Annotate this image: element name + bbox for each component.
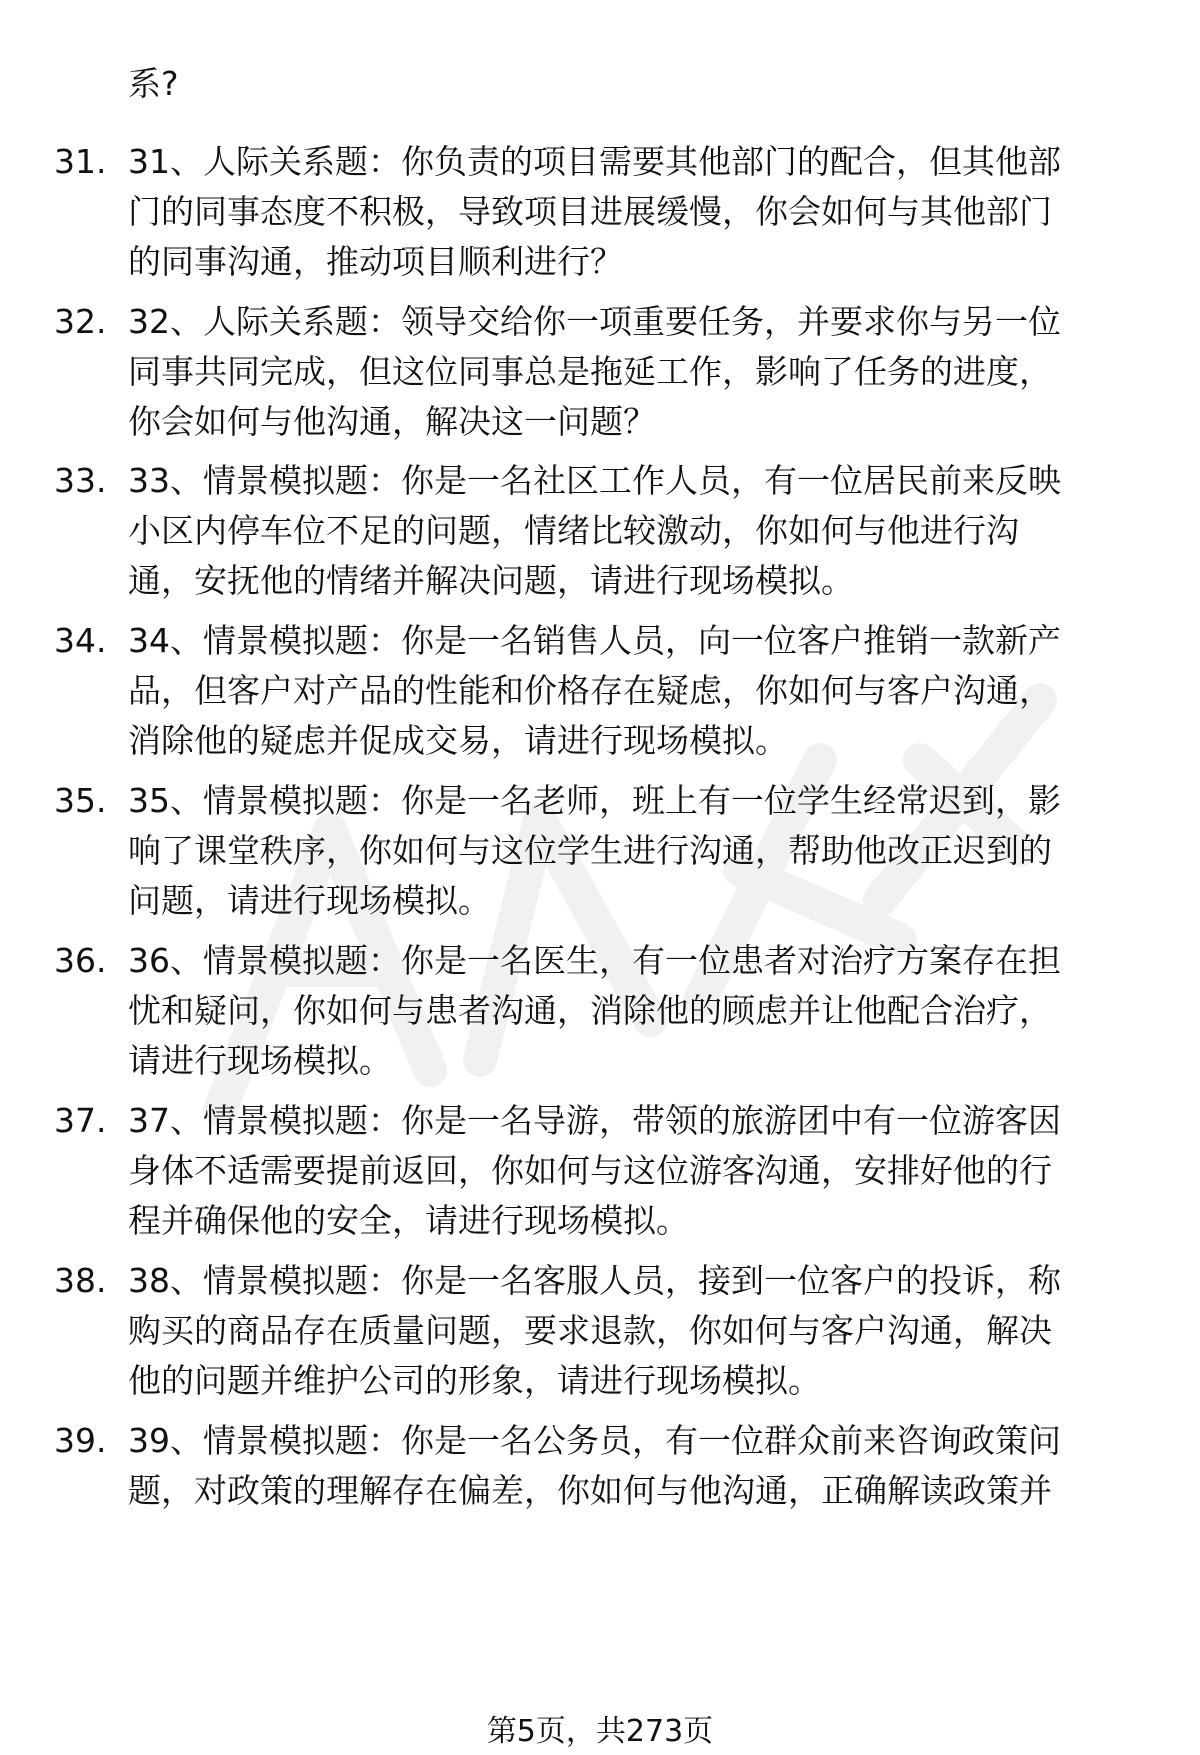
question-text-line: 39、情景模拟题：你是一名公务员，有一位群众前来咨询政策问 <box>128 1421 1061 1460</box>
question-text-line: 程并确保他的安全，请进行现场模拟。 <box>128 1201 689 1240</box>
question-text-line: 34、情景模拟题：你是一名销售人员，向一位客户推销一款新产 <box>128 621 1061 660</box>
question-text-line: 32、人际关系题：领导交给你一项重要任务，并要求你与另一位 <box>128 302 1061 341</box>
question-text-line: 身体不适需要提前返回，你如何与这位游客沟通，安排好他的行 <box>128 1151 1052 1190</box>
question-number: 35. <box>54 781 107 820</box>
question-text-line: 35、情景模拟题：你是一名老师，班上有一位学生经常迟到，影 <box>128 781 1061 820</box>
question-number: 36. <box>54 941 107 980</box>
question-text-line: 消除他的疑虑并促成交易，请进行现场模拟。 <box>128 721 788 760</box>
question-number: 32. <box>54 302 107 341</box>
question-text-line: 忧和疑问，你如何与患者沟通，消除他的顾虑并让他配合治疗， <box>128 991 1052 1030</box>
question-text-line: 品，但客户对产品的性能和价格存在疑虑，你如何与客户沟通， <box>128 671 1052 710</box>
question-text-line: 请进行现场模拟。 <box>128 1041 392 1080</box>
question-number: 38. <box>54 1261 107 1300</box>
question-number: 34. <box>54 621 107 660</box>
question-text-line: 通，安抚他的情绪并解决问题，请进行现场模拟。 <box>128 561 854 600</box>
question-number: 31. <box>54 142 107 181</box>
question-number: 39. <box>54 1421 107 1460</box>
question-text-line: 门的同事态度不积极，导致项目进展缓慢，你会如何与其他部门 <box>128 192 1052 231</box>
question-text-line: 37、情景模拟题：你是一名导游，带领的旅游团中有一位游客因 <box>128 1101 1061 1140</box>
question-text-line: 购买的商品存在质量问题，要求退款，你如何与客户沟通，解决 <box>128 1311 1052 1350</box>
question-number: 37. <box>54 1101 107 1140</box>
question-text-line: 33、情景模拟题：你是一名社区工作人员，有一位居民前来反映 <box>128 461 1061 500</box>
question-text-line: 问题，请进行现场模拟。 <box>128 881 491 920</box>
question-text-line: 题，对政策的理解存在偏差，你如何与他沟通，正确解读政策并 <box>128 1471 1052 1510</box>
question-text-line: 同事共同完成，但这位同事总是拖延工作，影响了任务的进度， <box>128 352 1052 391</box>
question-text-line: 响了课堂秩序，你如何与这位学生进行沟通，帮助他改正迟到的 <box>128 831 1052 870</box>
question-text-line: 36、情景模拟题：你是一名医生，有一位患者对治疗方案存在担 <box>128 941 1061 980</box>
question-text-line: 你会如何与他沟通，解决这一问题？ <box>128 402 656 441</box>
question-text-line: 小区内停车位不足的问题，情绪比较激动，你如何与他进行沟 <box>128 511 1019 550</box>
continuation-text: 系? <box>128 64 179 103</box>
question-text-line: 的同事沟通，推动项目顺利进行？ <box>128 242 623 281</box>
question-text-line: 他的问题并维护公司的形象，请进行现场模拟。 <box>128 1361 821 1400</box>
question-number: 33. <box>54 461 107 500</box>
question-text-line: 31、人际关系题：你负责的项目需要其他部门的配合，但其他部 <box>128 142 1061 181</box>
question-text-line: 38、情景模拟题：你是一名客服人员，接到一位客户的投诉，称 <box>128 1261 1061 1300</box>
page-footer: 第5页，共273页 <box>486 1714 714 1749</box>
